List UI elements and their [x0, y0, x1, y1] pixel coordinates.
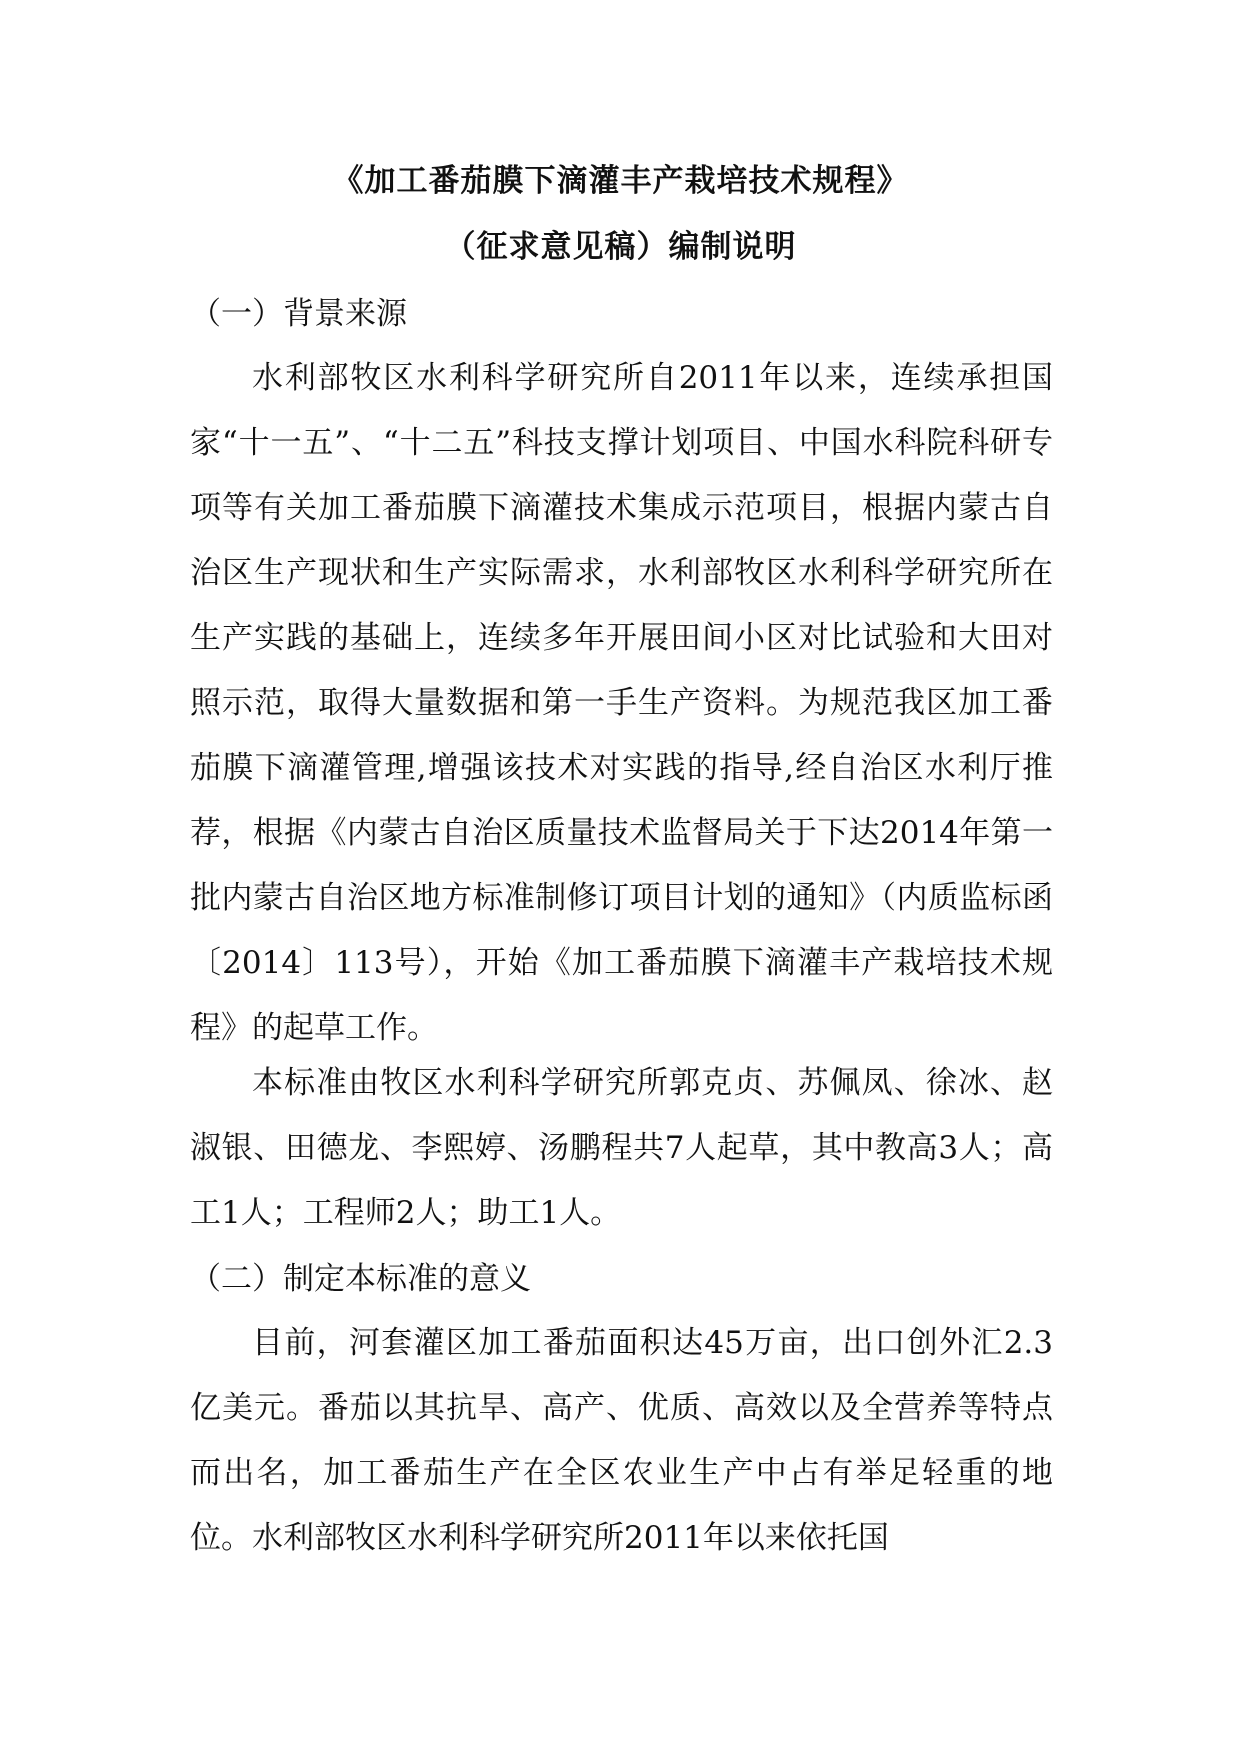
section-heading-significance: （二）制定本标准的意义	[190, 1261, 531, 1297]
paragraph-drafters: 本标准由牧区水利科学研究所郭克贞、苏佩凤、徐冰、赵淑银、田德龙、李熙婷、汤鹏程共7人起草，其中教高3人；高工1人；工程师2人；助工1人。	[190, 1065, 1053, 1231]
paragraph-background-source: 水利部牧区水利科学研究所自2011年以来，连续承担国家“十一五”、“十二五”科技支撑计划项目、中国水科院科研专项等有关加工番茄膜下滴灌技术集成示范项目，根据内蒙古自治区生产现状和生产实际需求，水利部牧区水利科学研究所在生产实践的基础上，连续多年开展田间小区对比试验和大田对照示范，取得大量数据和第一手生产资料。为规范我区加工番茄膜下滴灌管理,增强该技术对实践的指导,经自治区水利厅推荐，根据《内蒙古自治区质量技术监督局关于下达2014年第一批内蒙古自治区地方标准制修订项目计划的通知》（内质监标函〔2014〕113号），开始《加工番茄膜下滴灌丰产栽培技术规程》的起草工作。	[190, 360, 1053, 1046]
paragraph-significance: 目前，河套灌区加工番茄面积达45万亩，出口创外汇2.3亿美元。番茄以其抗旱、高产、优质、高效以及全营养等特点而出名，加工番茄生产在全区农业生产中占有举足轻重的地位。水利部牧区水利科学研究所2011年以来依托国	[190, 1325, 1053, 1556]
section-heading-background: （一）背景来源	[190, 296, 407, 332]
document-title: 《加工番茄膜下滴灌丰产栽培技术规程》	[332, 163, 909, 199]
document-subtitle: （征求意见稿）编制说明	[444, 229, 797, 265]
